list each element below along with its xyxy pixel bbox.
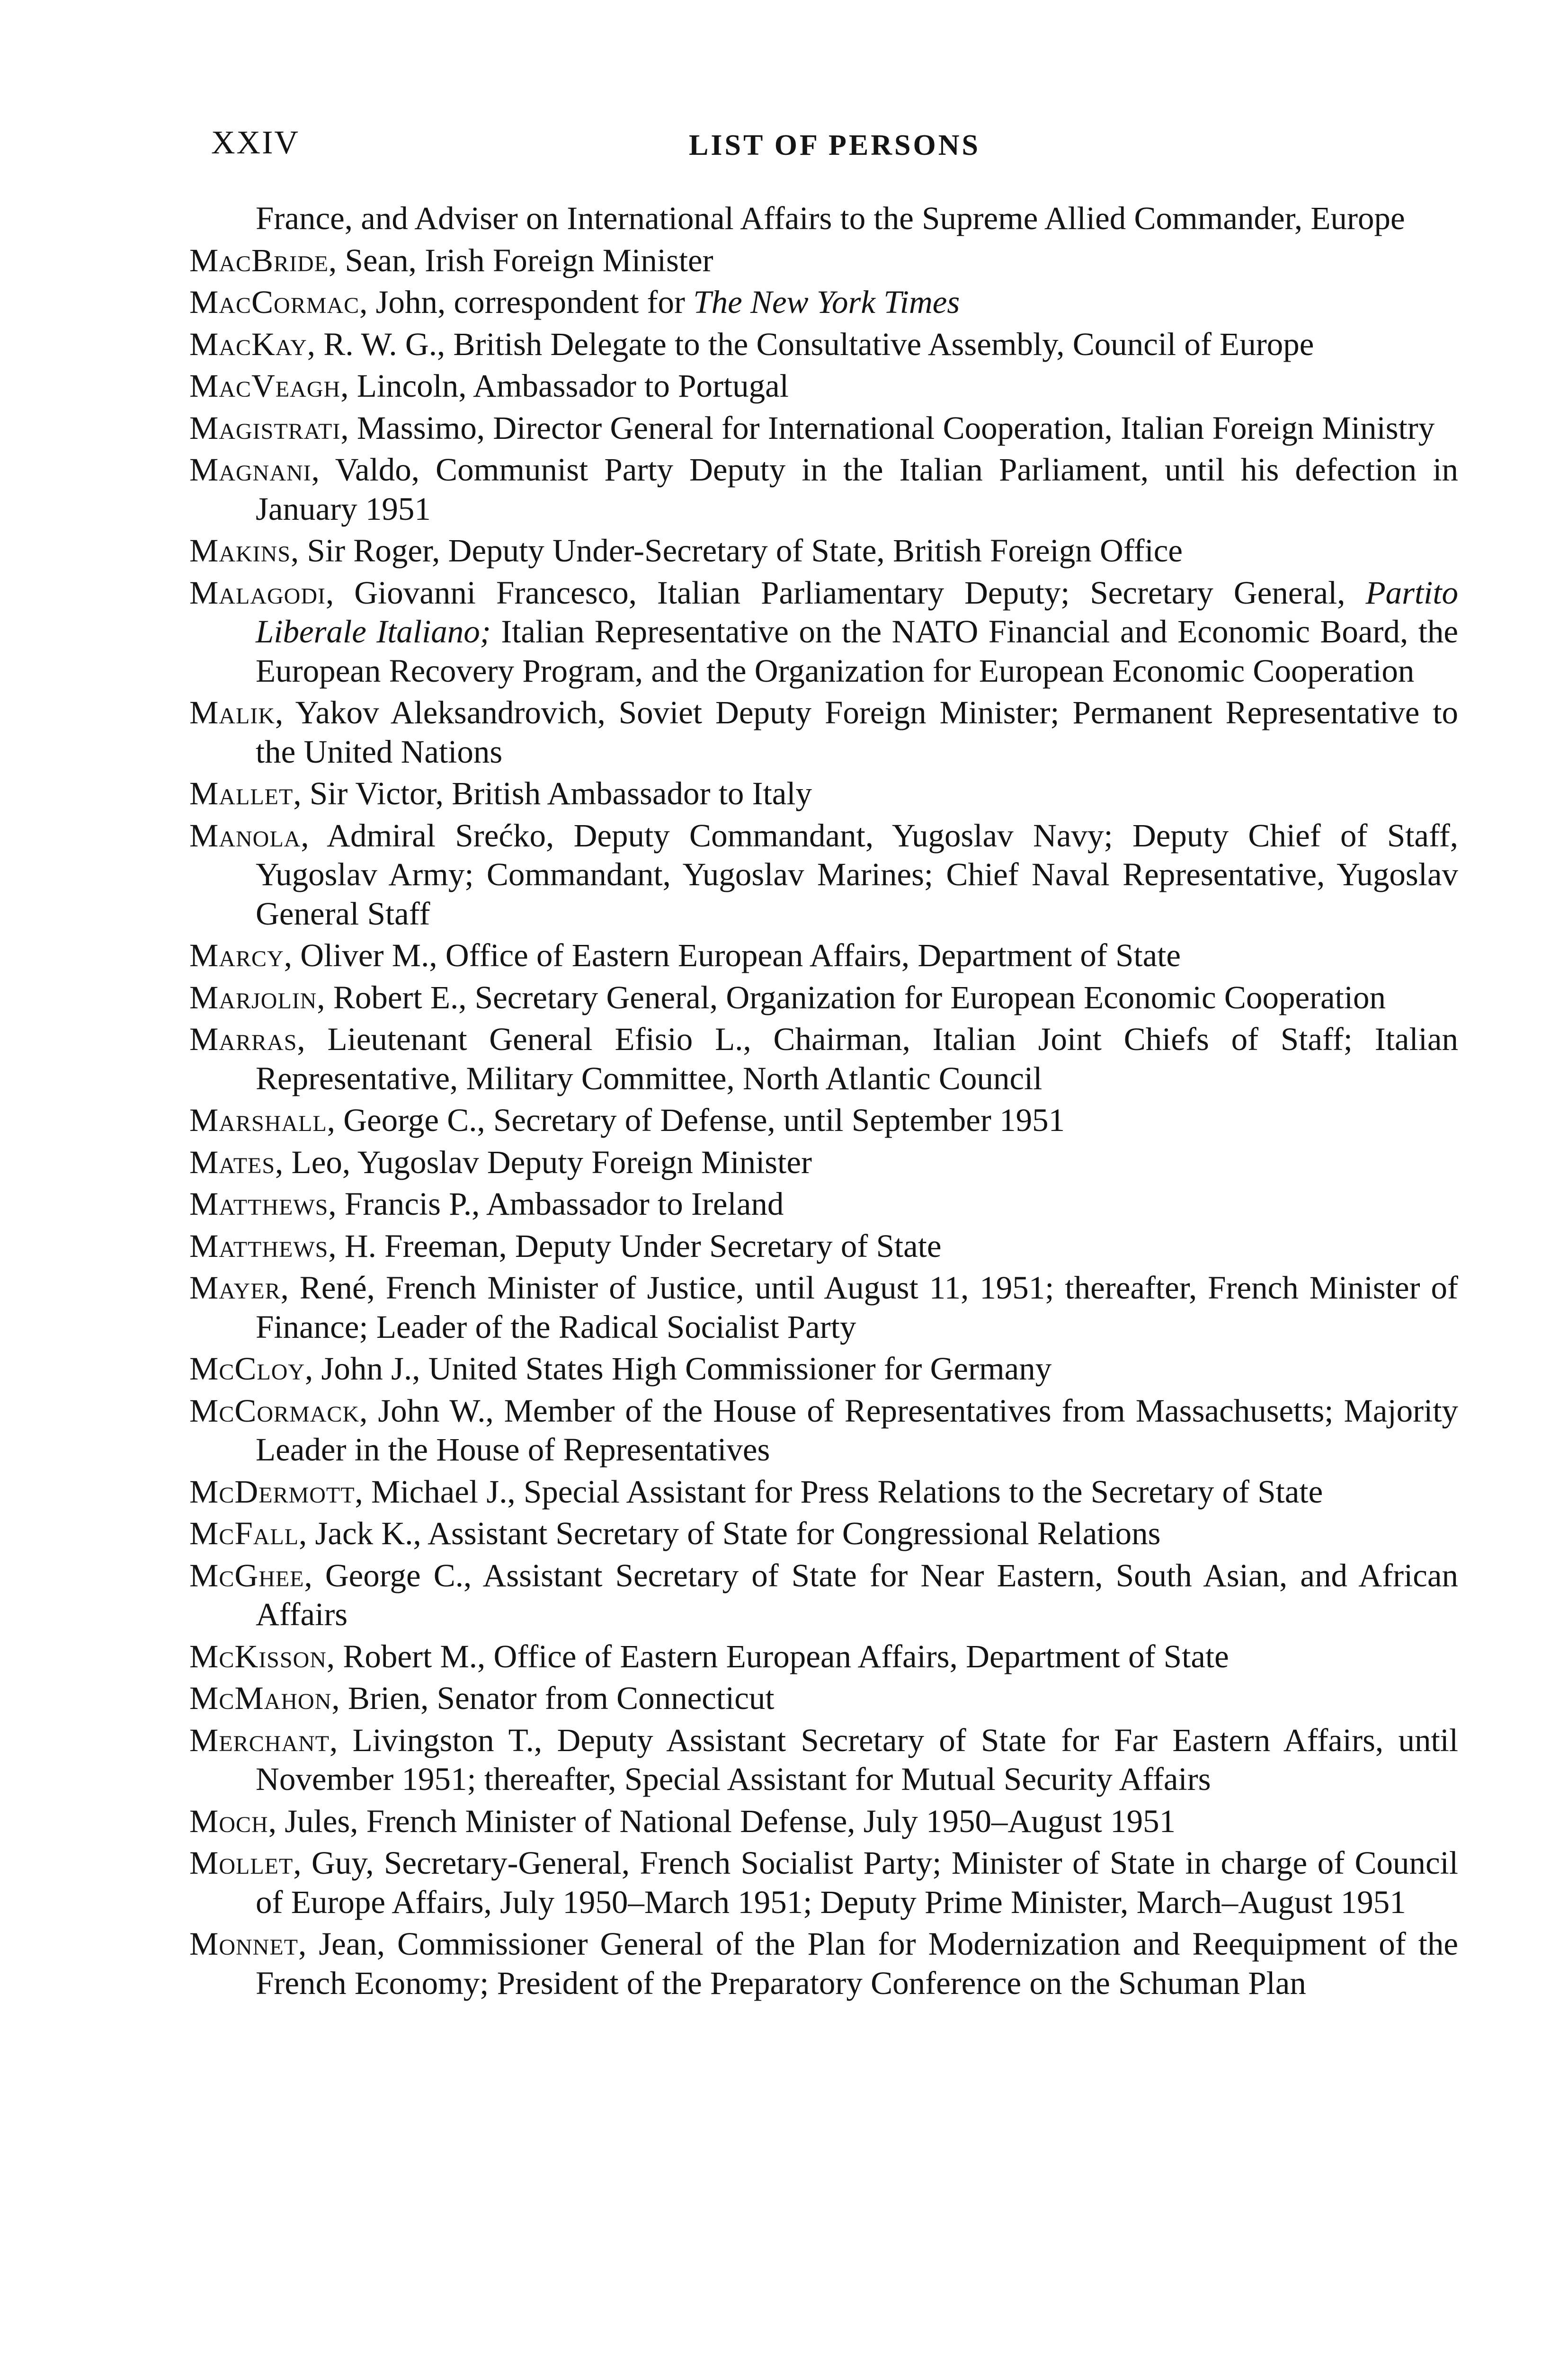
entry-description: , John, correspondent for — [359, 284, 694, 320]
person-surname: Merchant — [189, 1722, 330, 1758]
person-surname: Marjolin — [189, 979, 317, 1015]
person-surname: McCloy — [189, 1351, 305, 1387]
person-surname: McDermott — [189, 1473, 355, 1510]
list-entry — [189, 325, 1458, 364]
entry-description: , Giovanni Francesco, Italian Parliamentary Deputy; Secretary General, — [325, 574, 1366, 611]
list-entry — [189, 978, 1458, 1017]
entry-description: , Jules, French Minister of National Defense, July 1950–August 1951 — [268, 1803, 1176, 1839]
person-surname: MacCormac — [189, 284, 360, 320]
list-entry — [189, 1924, 1458, 2002]
person-surname: McFall — [189, 1515, 299, 1551]
entry-description: , René, French Minister of Justice, until August 11, 1951; thereafter, French Minister of Finance; Leader of the Radical Socialist Party — [256, 1270, 1458, 1345]
entry-description: , Sean, Irish Foreign Minister — [329, 242, 713, 278]
person-surname: MacKay — [189, 326, 307, 362]
person-surname: Matthews — [189, 1228, 329, 1264]
entry-description: , Admiral Srećko, Deputy Commandant, Yugoslav Navy; Deputy Chief of Staff, Yugoslav Army; Commandant, Yugoslav Marines; Chief Naval Representative, Yugoslav General Staff — [256, 817, 1458, 932]
entry-description: , Yakov Aleksandrovich, Soviet Deputy Foreign Minister; Permanent Representative to the United Nations — [256, 694, 1458, 770]
list-entry — [189, 1637, 1458, 1676]
person-surname: McKisson — [189, 1638, 327, 1674]
list-entry — [189, 1843, 1458, 1922]
list-entry — [189, 531, 1458, 570]
publication-title: The New York Times — [693, 284, 960, 320]
person-surname: MacBride — [189, 242, 329, 278]
entry-description: , Jean, Commissioner General of the Plan for Modernization and Reequipment of the French Economy; President of the Preparatory Conference on the Schuman Plan — [256, 1926, 1458, 2001]
entry-description: , Robert E., Secretary General, Organization for European Economic Cooperation — [317, 979, 1386, 1015]
entry-description: , John W., Member of the House of Representatives from Massachusetts; Majority Leader in the House of Representatives — [256, 1392, 1458, 1468]
list-entry — [189, 1268, 1458, 1346]
person-surname: Moch — [189, 1803, 268, 1839]
list-entry — [189, 1143, 1458, 1182]
entry-description: , Massimo, Director General for International Cooperation, Italian Foreign Ministry — [340, 409, 1435, 446]
list-entry — [189, 1514, 1458, 1553]
persons-list — [189, 199, 1458, 2005]
list-entry — [189, 1802, 1458, 1841]
list-entry — [189, 1679, 1458, 1718]
list-entry — [189, 816, 1458, 934]
list-entry — [189, 409, 1458, 448]
entry-description: , Livingston T., Deputy Assistant Secretary of State for Far Eastern Affairs, until November 1951; thereafter, Special Assistant for Mutual Security Affairs — [256, 1722, 1458, 1797]
person-surname: Mayer — [189, 1270, 281, 1306]
person-surname: Malagodi — [189, 574, 326, 611]
person-surname: Mates — [189, 1144, 276, 1180]
entry-description: , Jack K., Assistant Secretary of State for Congressional Relations — [299, 1515, 1161, 1551]
entry-description-continued: Italian Representative on the NATO Financial and Economic Board, the European Recovery Program, and the Organization for European Economic Cooperation — [256, 614, 1458, 689]
entry-description: , George C., Assistant Secretary of State for Near Eastern, South Asian, and African Affairs — [256, 1557, 1458, 1632]
list-entry — [189, 1472, 1458, 1512]
page-header — [211, 124, 1458, 171]
entry-description: , Leo, Yugoslav Deputy Foreign Minister — [275, 1144, 812, 1180]
list-entry — [189, 573, 1458, 691]
entry-description: , R. W. G., British Delegate to the Consultative Assembly, Council of Europe — [307, 326, 1314, 362]
person-surname: MacVeagh — [189, 368, 341, 404]
person-surname: Magnani — [189, 452, 312, 488]
person-surname: McCormack — [189, 1392, 360, 1429]
list-entry — [189, 366, 1458, 406]
person-surname: McMahon — [189, 1680, 332, 1716]
list-entry — [189, 1721, 1458, 1799]
person-surname: Manola — [189, 817, 301, 854]
list-entry — [189, 1349, 1458, 1388]
person-surname: Monnet — [189, 1926, 298, 1962]
person-surname: Marshall — [189, 1102, 327, 1138]
person-surname: McGhee — [189, 1557, 304, 1593]
entry-description: , Brien, Senator from Connecticut — [331, 1680, 775, 1716]
entry-description: , Valdo, Communist Party Deputy in the Italian Parliament, until his defection in January 1951 — [256, 452, 1458, 527]
list-entry — [189, 774, 1458, 813]
entry-description: , Sir Roger, Deputy Under-Secretary of State, British Foreign Office — [291, 533, 1183, 569]
person-surname: Marcy — [189, 937, 284, 973]
party-name: Partito Liberale Italiano; — [256, 574, 1458, 650]
entry-description: , John J., United States High Commissioner for Germany — [305, 1351, 1052, 1387]
running-title: LIST OF PERSONS — [689, 129, 980, 161]
list-entry — [189, 1101, 1458, 1140]
person-surname: Marras — [189, 1021, 297, 1057]
list-entry — [189, 283, 1458, 322]
person-surname: Malik — [189, 694, 275, 730]
entry-description: , George C., Secretary of Defense, until September 1951 — [327, 1102, 1065, 1138]
list-entry — [189, 936, 1458, 975]
person-surname: Matthews — [189, 1186, 329, 1222]
list-entry — [189, 1020, 1458, 1098]
list-entry — [189, 693, 1458, 771]
entry-description: , Sir Victor, British Ambassador to Italy — [293, 775, 812, 811]
list-entry — [189, 199, 1458, 238]
list-entry — [189, 1391, 1458, 1469]
person-surname: Makins — [189, 533, 291, 569]
list-entry — [189, 450, 1458, 528]
person-surname: Mollet — [189, 1845, 294, 1881]
entry-description: , Robert M., Office of Eastern European Affairs, Department of State — [326, 1638, 1229, 1674]
list-entry — [189, 1184, 1458, 1224]
person-surname: Magistrati — [189, 409, 341, 446]
entry-description: , Francis P., Ambassador to Ireland — [328, 1186, 784, 1222]
entry-description: , Michael J., Special Assistant for Press Relations to the Secretary of State — [355, 1473, 1323, 1510]
entry-description: France, and Adviser on International Affairs to the Supreme Allied Commander, Europe — [256, 200, 1405, 236]
list-entry — [189, 241, 1458, 280]
entry-description: , Guy, Secretary-General, French Socialist Party; Minister of State in charge of Council of Europe Affairs, July 1950–March 1951; Deputy Prime Minister, March–August 1951 — [256, 1845, 1458, 1920]
list-entry — [189, 1556, 1458, 1634]
entry-description: , H. Freeman, Deputy Under Secretary of State — [328, 1228, 942, 1264]
entry-description: , Lieutenant General Efisio L., Chairman, Italian Joint Chiefs of Staff; Italian Representative, Military Committee, North Atlantic Council — [256, 1021, 1458, 1096]
entry-description: , Oliver M., Office of Eastern European Affairs, Department of State — [284, 937, 1181, 973]
entry-description: , Lincoln, Ambassador to Portugal — [340, 368, 789, 404]
person-surname: Mallet — [189, 775, 294, 811]
list-entry — [189, 1227, 1458, 1266]
page-number: XXIV — [211, 125, 300, 161]
